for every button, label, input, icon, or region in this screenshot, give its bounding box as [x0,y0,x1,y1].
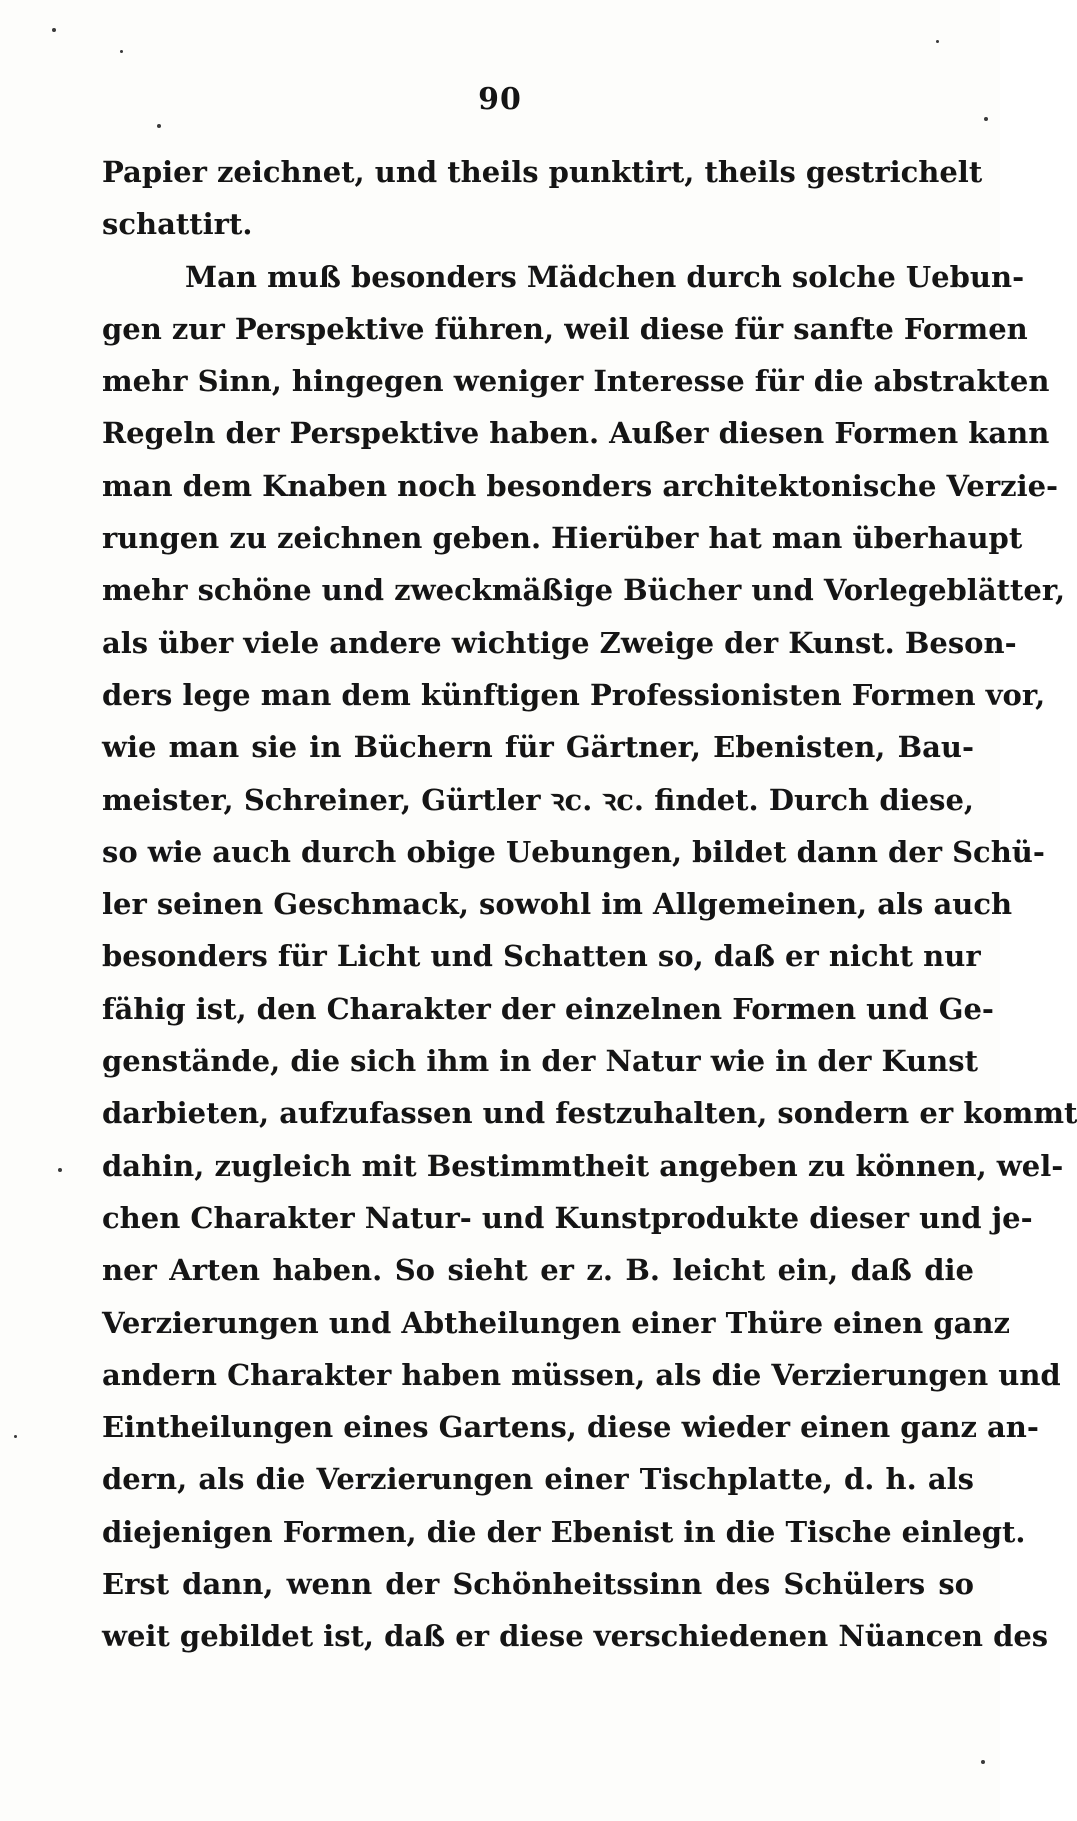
scan-speck [14,1435,17,1438]
body-text [102,146,1077,1663]
text-line: als über viele andere wichtige Zweige der Kunst. Beson- [102,625,1017,660]
text-line: ner Arten haben. So sieht er z. B. leicht ein, daß die [102,1253,974,1288]
text-line: meister, Schreiner, Gürtler ꝛc. ꝛc. findet. Durch diese, [102,782,974,817]
text-line: ler seinen Geschmack, sowohl im Allgemeinen, als auch [102,887,1013,922]
text-line: ders lege man dem künftigen Professionisten Formen vor, [102,677,1046,712]
scan-speck [984,117,988,121]
text-line: darbieten, aufzufassen und festzuhalten, sondern er kommt [102,1096,1077,1131]
text-line: Eintheilungen eines Gartens, diese wieder einen ganz an- [102,1410,1039,1445]
text-line: mehr Sinn, hingegen weniger Interesse für die abstrakten [102,364,1050,399]
scan-speck [52,28,56,32]
text-line: besonders für Licht und Schatten so, daß er nicht nur [102,939,981,974]
text-line: schattirt. [102,207,253,242]
text-line: Verzierungen und Abtheilungen einer Thüre einen ganz [102,1305,1010,1340]
scan-speck [981,1760,985,1764]
text-line: Man muß besonders Mädchen durch solche Uebun- [185,259,1025,294]
scan-speck [936,40,939,43]
text-line: dahin, zugleich mit Bestimmtheit angeben zu können, wel- [102,1148,1064,1183]
scan-speck [58,1168,62,1172]
text-line: andern Charakter haben müssen, als die Verzierungen und [102,1357,1061,1392]
text-line: gen zur Perspektive führen, weil diese für sanfte Formen [102,311,1028,346]
text-line: rungen zu zeichnen geben. Hierüber hat man überhaupt [102,521,1023,556]
text-line: mehr schöne und zweckmäßige Bücher und Vorlegeblätter, [102,573,1066,608]
text-line: man dem Knaben noch besonders architektonische Verzie- [102,468,1059,503]
text-line: Erst dann, wenn der Schönheitssinn des Schülers so [102,1567,974,1602]
text-line: dern, als die Verzierungen einer Tischplatte, d. h. als [102,1462,974,1497]
text-line: Regeln der Perspektive haben. Außer diesen Formen kann [102,416,1050,451]
page-number: 90 [478,82,522,117]
text-line: Papier zeichnet, und theils punktirt, theils gestrichelt [102,155,983,189]
text-line: so wie auch durch obige Uebungen, bildet dann der Schü- [102,834,1045,869]
text-line: diejenigen Formen, die der Ebenist in die Tische einlegt. [102,1514,1026,1549]
text-line: wie man sie in Büchern für Gärtner, Ebenisten, Bau- [102,730,974,765]
text-line: genstände, die sich ihm in der Natur wie in der Kunst [102,1044,978,1079]
text-line: chen Charakter Natur- und Kunstprodukte dieser und je- [102,1200,1033,1235]
scan-speck [157,124,161,128]
text-line: weit gebildet ist, daß er diese verschiedenen Nüancen des [102,1619,1049,1654]
text-line: fähig ist, den Charakter der einzelnen Formen und Ge- [102,991,994,1026]
scan-speck [120,50,123,53]
